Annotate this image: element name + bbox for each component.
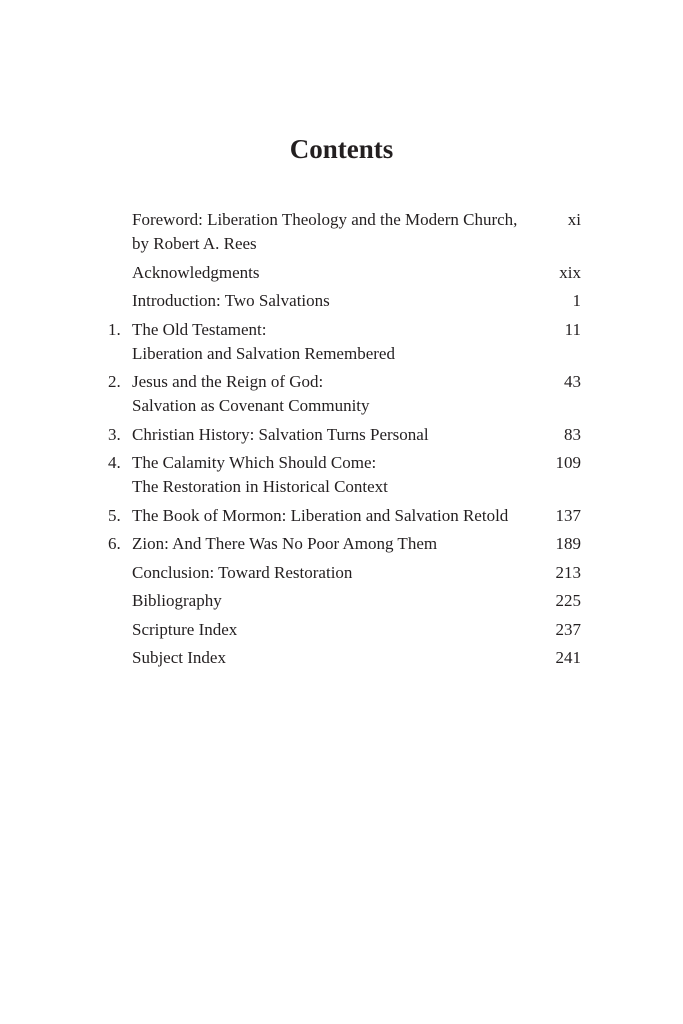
entry-title-line: Scripture Index <box>132 619 238 639</box>
chapter-number: 3. <box>108 424 121 444</box>
page-number: 109 <box>555 453 581 472</box>
entry-title <box>132 208 541 256</box>
entry-title <box>132 504 541 528</box>
entry-title <box>132 318 541 366</box>
entry-title <box>132 423 541 447</box>
entry-title-line: The Calamity Which Should Come: <box>132 453 377 472</box>
page-number: 83 <box>564 424 581 444</box>
page-number: xi <box>567 210 581 229</box>
toc-entry <box>108 451 581 499</box>
entry-title-line: Conclusion: Toward Restoration <box>132 562 353 582</box>
entry-title <box>132 646 541 670</box>
entry-title <box>132 532 541 556</box>
entry-title-line: Zion: And There Was No Poor Among Them <box>132 534 438 553</box>
entry-title-line: Acknowledgments <box>132 262 260 282</box>
entry-title <box>132 261 541 285</box>
entry-title-line: Subject Index <box>132 648 226 667</box>
entry-title-line: Introduction: Two Salvations <box>132 291 330 310</box>
chapter-number: 6. <box>108 534 121 553</box>
toc-entry <box>108 646 581 670</box>
entry-title <box>132 589 541 613</box>
toc-entry <box>108 532 581 556</box>
entry-title <box>132 561 541 585</box>
toc-entry <box>108 318 581 366</box>
toc-entry <box>108 208 581 256</box>
page-number: xix <box>559 262 581 282</box>
chapter-number <box>108 289 132 313</box>
entry-title-line: The Old Testament: <box>132 319 267 339</box>
chapter-number <box>108 618 132 642</box>
toc-entry <box>108 618 581 642</box>
entry-title-line: The Book of Mormon: Liberation and Salvation Retold <box>132 505 509 525</box>
chapter-number <box>108 561 132 585</box>
chapter-number: 4. <box>108 453 121 472</box>
entry-title-line: Bibliography <box>132 591 222 610</box>
entry-title-line: Jesus and the Reign of God: <box>132 372 324 391</box>
page-number: 189 <box>555 534 581 553</box>
chapter-number <box>108 208 132 256</box>
page-number: 225 <box>555 591 581 610</box>
toc-entry <box>108 370 581 418</box>
entry-title <box>132 451 541 499</box>
entry-title <box>132 289 541 313</box>
toc-entry <box>108 289 581 313</box>
toc-entry <box>108 504 581 528</box>
page-number: 237 <box>555 619 581 639</box>
toc-entry <box>108 589 581 613</box>
page-number: 213 <box>555 562 581 582</box>
entry-title <box>132 618 541 642</box>
entry-title-line: Salvation as Covenant Community <box>132 396 370 415</box>
entry-title-line: Christian History: Salvation Turns Personal <box>132 424 429 444</box>
entry-title-line: by Robert A. Rees <box>132 234 257 253</box>
page-number: 1 <box>572 291 581 310</box>
entry-title <box>132 370 541 418</box>
table-of-contents <box>108 208 581 675</box>
chapter-number <box>108 589 132 613</box>
entry-title-line: The Restoration in Historical Context <box>132 477 388 496</box>
entry-title-line: Foreword: Liberation Theology and the Modern Church, <box>132 210 518 229</box>
chapter-number: 2. <box>108 372 121 391</box>
page-number: 43 <box>564 372 581 391</box>
entry-title-line: Liberation and Salvation Remembered <box>132 343 395 363</box>
page-number: 11 <box>564 319 581 339</box>
page-number: 137 <box>555 505 581 525</box>
page-number: 241 <box>555 648 581 667</box>
toc-entry <box>108 561 581 585</box>
chapter-number <box>108 261 132 285</box>
chapter-number <box>108 646 132 670</box>
toc-entry <box>108 423 581 447</box>
chapter-number: 1. <box>108 319 121 339</box>
toc-entry <box>108 261 581 285</box>
chapter-number: 5. <box>108 505 121 525</box>
page-title: Contents <box>289 134 394 164</box>
